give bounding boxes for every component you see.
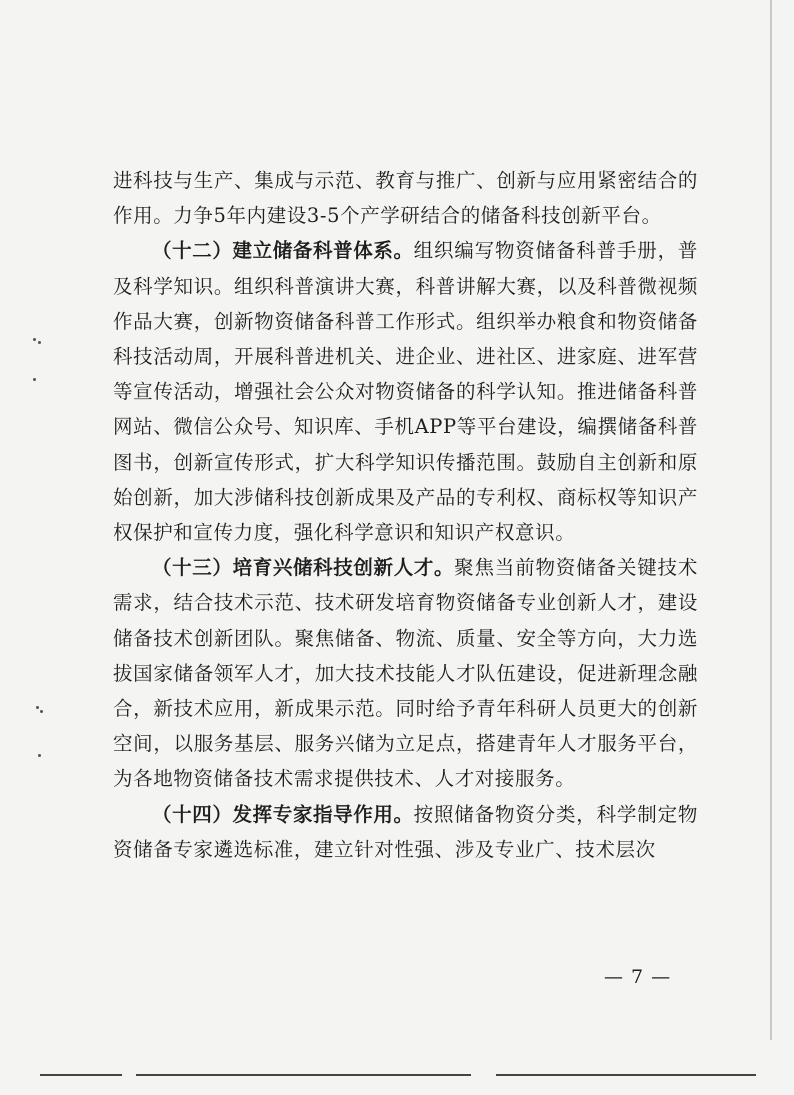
paragraph-text: 按照储备物资分类，科学制定物资储备专家遴选标准，建立针对性强、涉及专业广、技术层次 (113, 802, 699, 861)
section-heading: （十四）发挥专家指导作用。 (152, 802, 414, 826)
section-heading: （十二）建立储备科普体系。 (152, 239, 414, 263)
binding-hole-mark (36, 706, 39, 709)
paragraph-section-12 (113, 233, 698, 550)
scan-page-edge (770, 0, 772, 1040)
document-body (113, 163, 698, 867)
footer-rule (496, 1074, 756, 1076)
paragraph-text: 组织编写物资储备科普手册，普及科学知识。组织科普演讲大赛，科普讲解大赛，以及科普微视频作品大赛，创新物资储备科普工作形式。组织举办粮食和物资储备科技活动周，开展科普进机关、进企业、进社区、进家庭、进军营等宣传活动，增强社会公众对物资储备的科学认知。推进储备科普网站、微信公众号、知识库、手机APP等平台建设，编撰储备科普图书，创新宣传形式，扩大科学知识传播范围。鼓励自主创新和原始创新，加大涉储科技创新成果及产品的专利权、商标权等知识产权保护和宣传力度，强化科学意识和知识产权意识。 (113, 239, 699, 545)
section-heading: （十三）培育兴储科技创新人才。 (152, 556, 455, 580)
paragraph-text: 进科技与生产、集成与示范、教育与推广、创新与应用紧密结合的作用。力争5年内建设3-5个产学研结合的储备科技创新平台。 (113, 169, 698, 228)
binding-hole-mark (33, 378, 36, 381)
paragraph-intro (113, 163, 698, 233)
binding-hole-mark (38, 341, 41, 344)
page-number: — 7 — (604, 966, 672, 988)
binding-hole-mark (33, 338, 36, 341)
paragraph-section-13 (113, 550, 698, 796)
binding-hole-mark (38, 754, 41, 757)
binding-hole-mark (40, 710, 43, 713)
footer-rule (40, 1074, 122, 1076)
footer-rule (136, 1074, 471, 1076)
paragraph-text: 聚焦当前物资储备关键技术需求，结合技术示范、技术研发培育物资储备专业创新人才，建设储备技术创新团队。聚焦储备、物流、质量、安全等方向，大力选拔国家储备领军人才，加大技术技能人才队伍建设，促进新理念融合，新技术应用，新成果示范。同时给予青年科研人员更大的创新空间，以服务基层、服务兴储为立足点，搭建青年人才服务平台，为各地物资储备技术需求提供技术、人才对接服务。 (113, 556, 698, 791)
paragraph-section-14 (113, 797, 698, 867)
